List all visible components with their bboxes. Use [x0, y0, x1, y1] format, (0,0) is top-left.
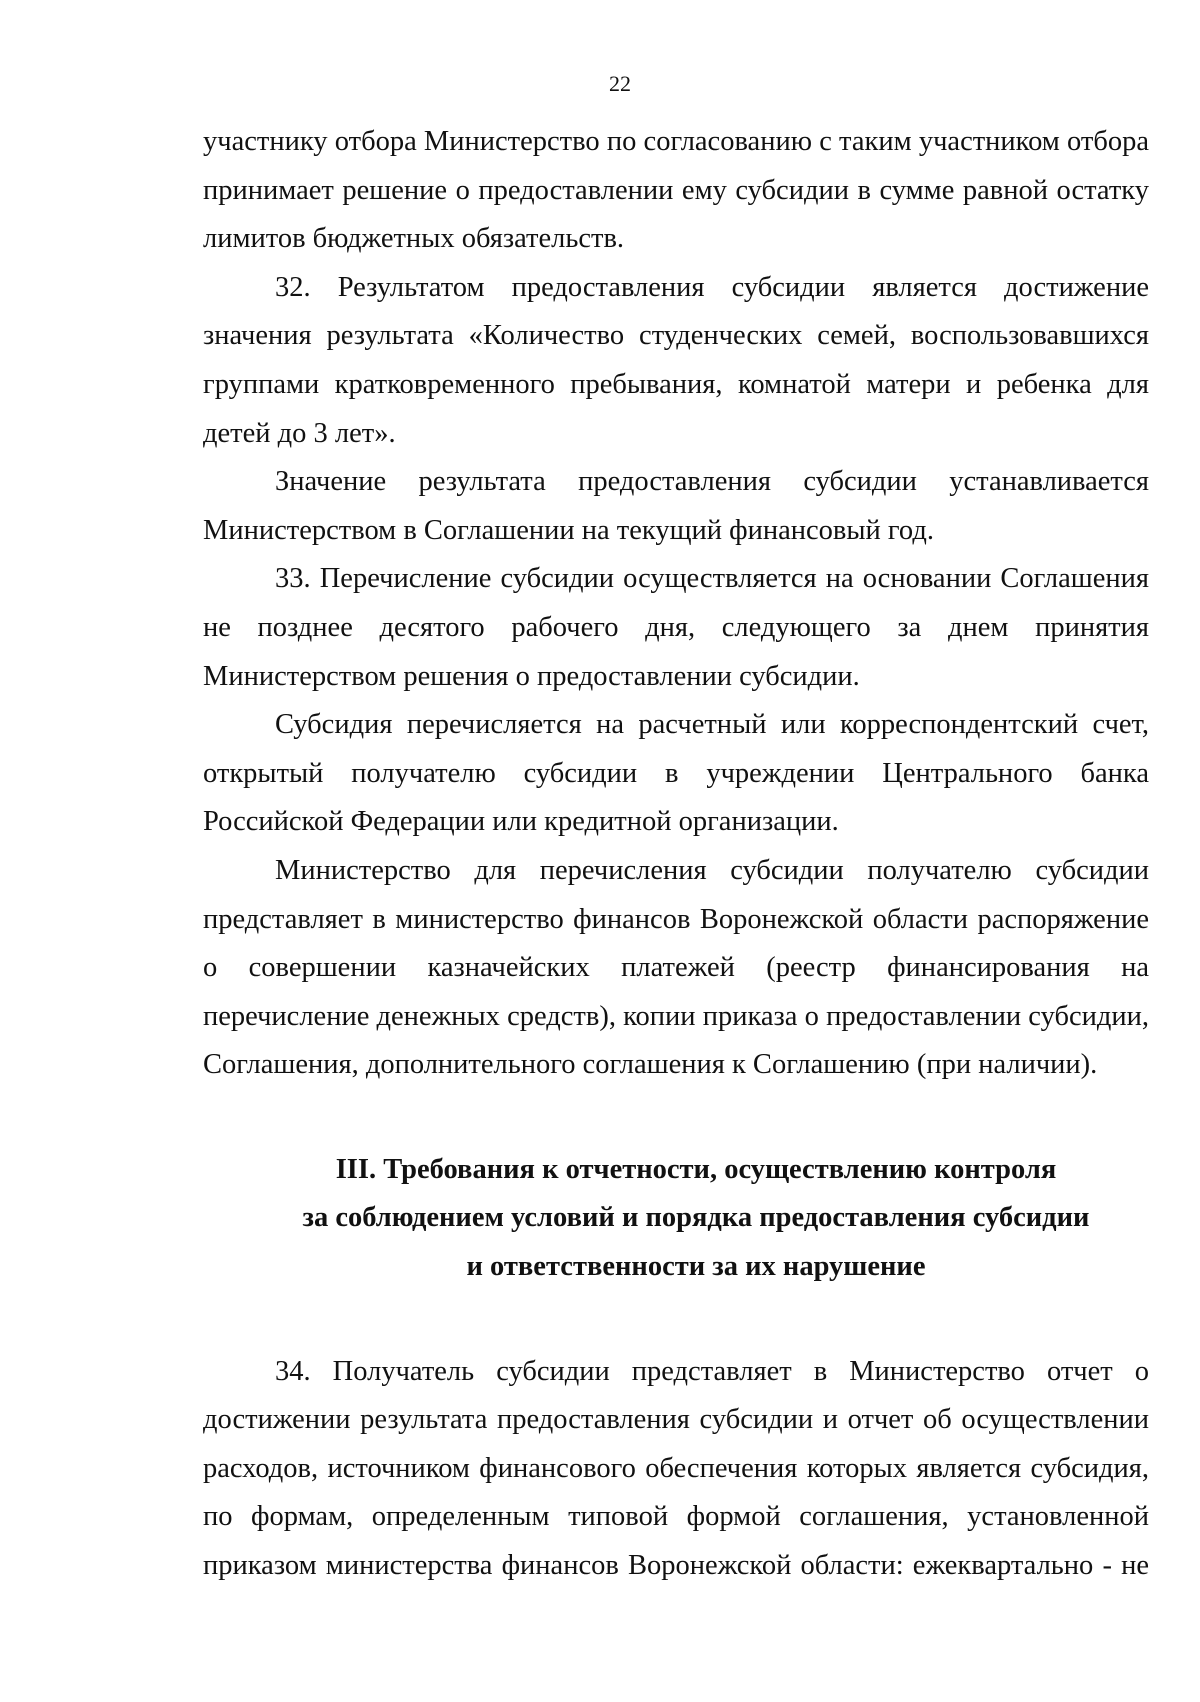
section-heading-line-3: и ответственности за их нарушение: [466, 1251, 926, 1283]
paragraph-32-result-value: Значение результата предоставления субсидии устанавливается Министерством в Соглашении на текущий финансовый год.: [203, 466, 1149, 546]
section-heading-line-2: за соблюдением условий и порядка предоставления субсидии: [302, 1202, 1090, 1234]
paragraph-34: 34. Получатель субсидии представляет в Министерство отчет о достижении результата предоставления субсидии и отчет об осуществлении расходов, источником финансового обеспечения которых является субсидия, по формам, определенным типовой формой соглашения, установленной приказом министерства финансов Воронежской области: ежеквартально - не: [203, 1355, 1149, 1582]
paragraph-33-ministry: Министерство для перечисления субсидии получателю субсидии представляет в министерство финансов Воронежской области распоряжение о совершении казначейских платежей (реестр финансирования на перечисление денежных средств), копии приказа о предоставлении субсидии, Соглашения, дополнительного соглашения к Соглашению (при наличии).: [203, 854, 1149, 1081]
section-heading-line-1: III. Требования к отчетности, осуществлению контроля: [335, 1153, 1057, 1185]
paragraph-continuation: участнику отбора Министерство по согласованию с таким участником отбора принимает решение о предоставлении ему субсидии в сумме равной остатку лимитов бюджетных обязательств.: [203, 126, 1149, 255]
paragraph-33-account: Субсидия перечисляется на расчетный или корреспондентский счет, открытый получателю субсидии в учреждении Центрального банка Российской Федерации или кредитной организации.: [203, 709, 1149, 838]
paragraph-32: 32. Результатом предоставления субсидии является достижение значения результата «Количество студенческих семей, воспользовавшихся группами кратковременного пребывания, комнатой матери и ребенка для детей до 3 лет».: [203, 271, 1149, 449]
paragraph-33: 33. Перечисление субсидии осуществляется на основании Соглашения не позднее десятого рабочего дня, следующего за днем принятия Министерством решения о предоставлении субсидии.: [203, 563, 1149, 692]
page-number: 22: [609, 71, 631, 96]
document-body: [203, 118, 1149, 1591]
section-heading: [203, 1146, 1149, 1292]
